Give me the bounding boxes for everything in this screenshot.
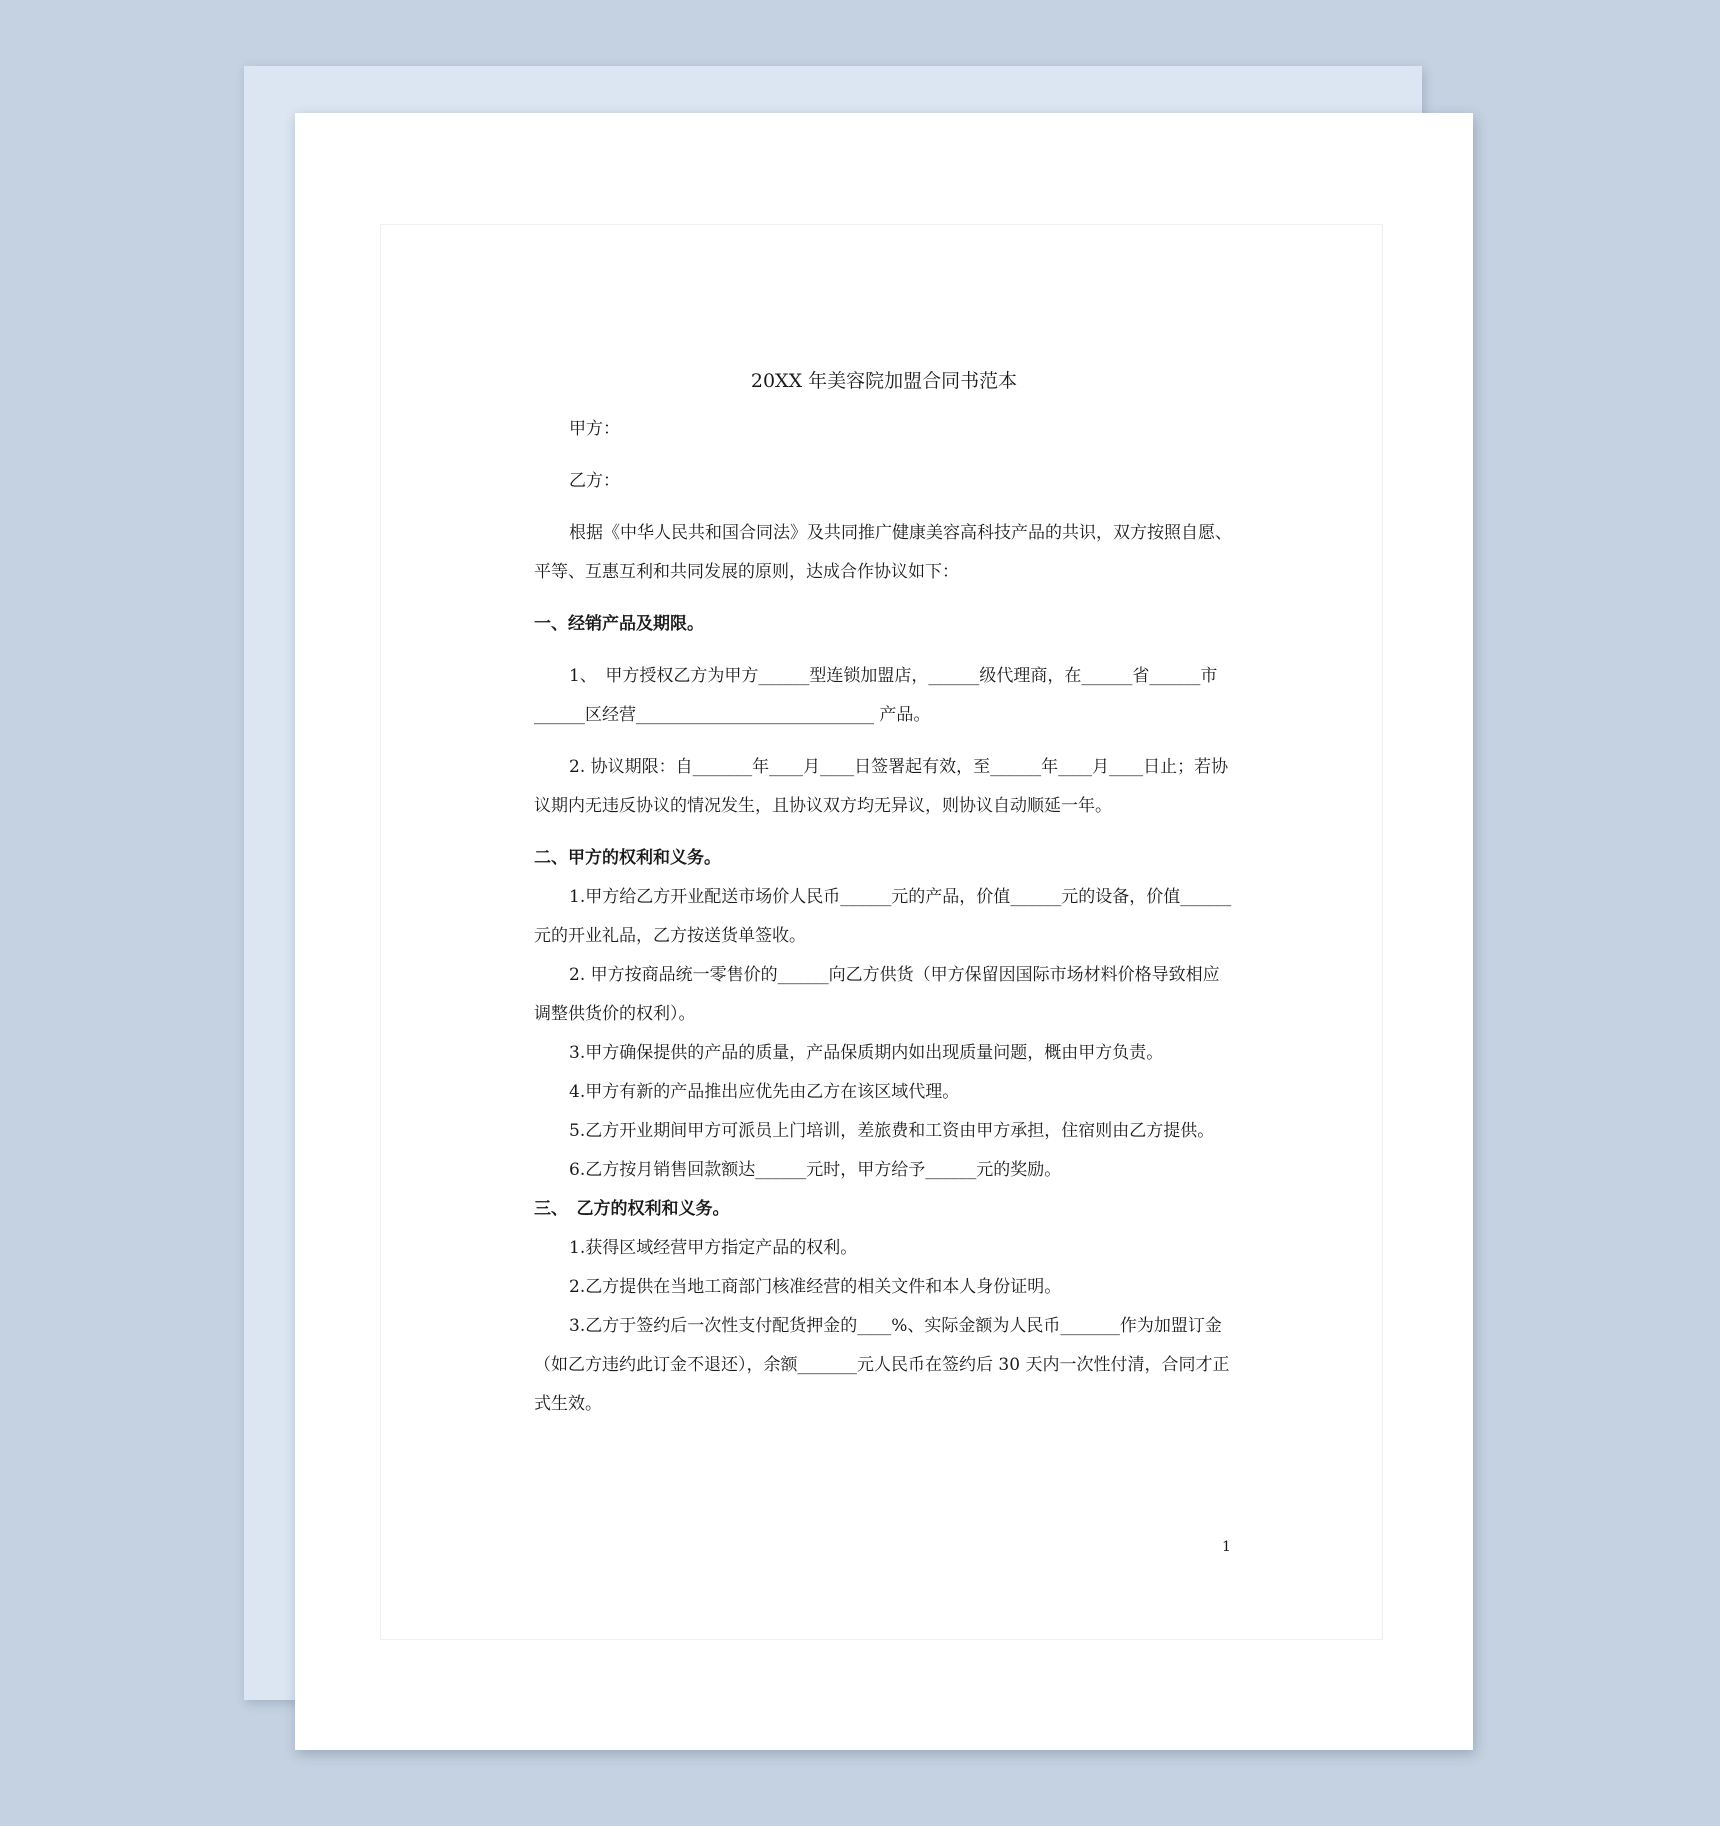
party-b-line: 乙方：: [569, 471, 620, 491]
section-3-item-2: 2.乙方提供在当地工商部门核准经营的相关文件和本人身份证明。: [569, 1277, 1062, 1297]
section-3-item-3: 3.乙方于签约后一次性支付配货押金的____%、实际金额为人民币_______作为加盟订金（如乙方违约此订金不退还），余额_______元人民币在签约后 30 天内一次性付清，合同才正式生效。: [534, 1316, 1230, 1414]
section-2-item-1: 1.甲方给乙方开业配送市场价人民币______元的产品，价值______元的设备，价值______元的开业礼品，乙方按送货单签收。: [534, 887, 1232, 946]
section-2-item-2: 2. 甲方按商品统一零售价的______向乙方供货（甲方保留因国际市场材料价格导致相应调整供货价的权利）。: [534, 965, 1220, 1024]
party-a-line: 甲方：: [569, 419, 620, 439]
section-1-item-1: 1、 甲方授权乙方为甲方______型连锁加盟店，______级代理商，在______省______市______区经营____________________________ 产品。: [534, 666, 1218, 725]
page-number: 1: [1222, 1539, 1231, 1555]
section-3-item-1: 1.获得区域经营甲方指定产品的权利。: [569, 1238, 858, 1258]
section-3-heading: 三、 乙方的权利和义务。: [534, 1199, 730, 1219]
section-2-item-6: 6.乙方按月销售回款额达______元时，甲方给予______元的奖励。: [569, 1160, 1062, 1180]
section-2-heading: 二、甲方的权利和义务。: [534, 848, 721, 868]
section-1-item-2: 2. 协议期限：自_______年____月____日签署起有效，至______年____月____日止；若协议期内无违反协议的情况发生，且协议双方均无异议，则协议自动顺延一年。: [534, 757, 1229, 816]
section-1-heading: 一、经销产品及期限。: [534, 614, 704, 634]
section-2-item-4: 4.甲方有新的产品推出应优先由乙方在该区域代理。: [569, 1082, 960, 1102]
section-2-item-5: 5.乙方开业期间甲方可派员上门培训，差旅费和工资由甲方承担，住宿则由乙方提供。: [569, 1121, 1215, 1141]
section-2-item-3: 3.甲方确保提供的产品的质量，产品保质期内如出现质量问题，概由甲方负责。: [569, 1043, 1164, 1063]
document-title: 20XX 年美容院加盟合同书范本: [750, 370, 1018, 392]
document-body: [534, 366, 1234, 1424]
intro-paragraph: 根据《中华人民共和国合同法》及共同推广健康美容高科技产品的共识，双方按照自愿、平等、互惠互利和共同发展的原则，达成合作协议如下：: [534, 523, 1232, 582]
document-page: [295, 113, 1473, 1750]
